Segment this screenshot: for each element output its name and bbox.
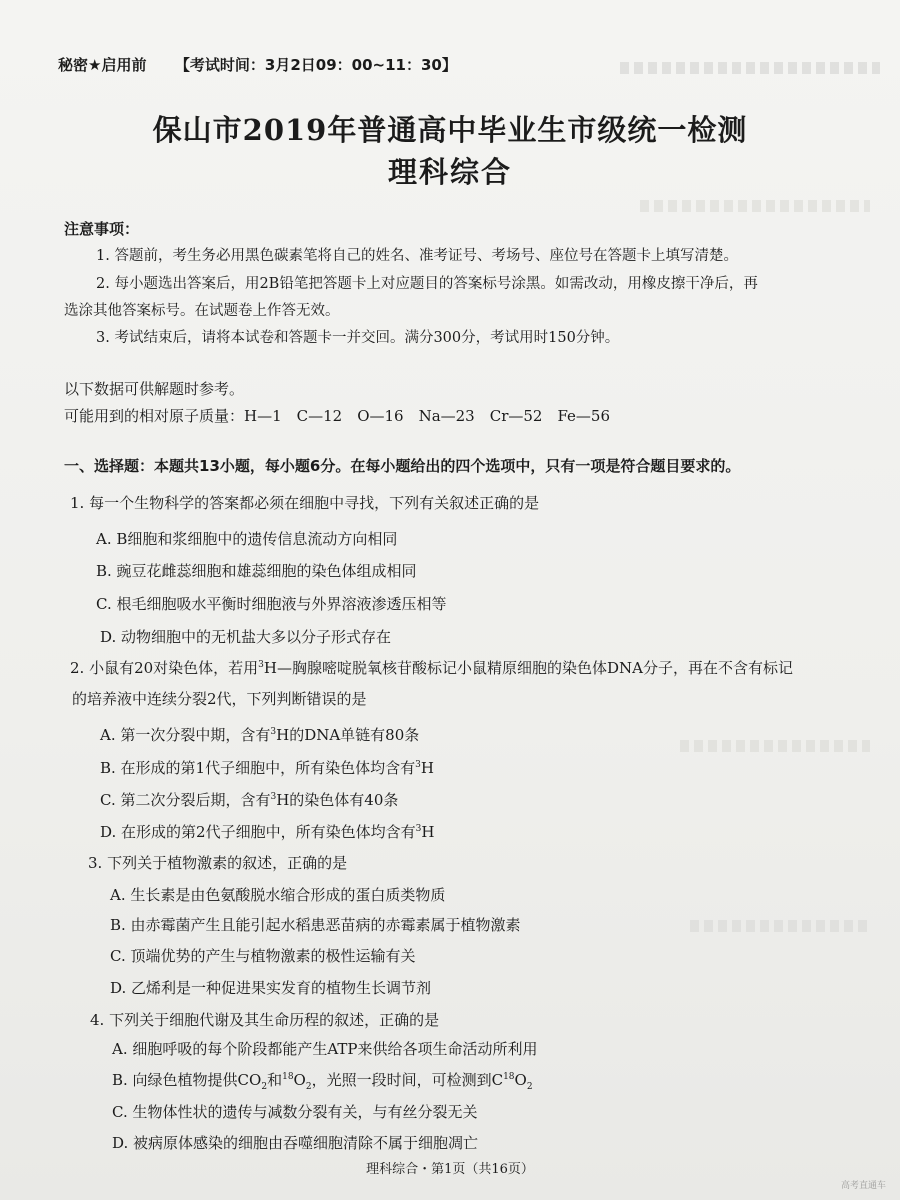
atomic-masses: 可能用到的相对原子质量：H—1 C—12 O—16 Na—23 Cr—52 Fe—56 bbox=[64, 407, 611, 425]
notice-item: 3. 考试结束后，请将本试卷和答题卡一并交回。满分300分，考试用时150分钟。 bbox=[96, 330, 620, 346]
section-title: 一、选择题：本题共13小题，每小题6分。在每小题给出的四个选项中，只有一项是符合题目要求的。 bbox=[64, 457, 741, 475]
question-1-option-d: D. 动物细胞中的无机盐大多以分子形式存在 bbox=[100, 628, 392, 646]
question-1-stem: 1. 每一个生物科学的答案都必须在细胞中寻找，下列有关叙述正确的是 bbox=[70, 494, 540, 512]
bleed-through-decoration bbox=[680, 740, 870, 752]
exam-time: 【考试时间：3月2日09：00~11：30】 bbox=[174, 56, 457, 74]
question-2-option-b: B. 在形成的第1代子细胞中，所有染色体均含有$^3$H bbox=[100, 759, 434, 777]
notice-item: 选涂其他答案标号。在试题卷上作答无效。 bbox=[64, 303, 340, 319]
question-3-option-d: D. 乙烯利是一种促进果实发育的植物生长调节剂 bbox=[110, 979, 432, 997]
question-3-stem: 3. 下列关于植物激素的叙述，正确的是 bbox=[88, 854, 348, 872]
question-4-option-a: A. 细胞呼吸的每个阶段都能产生ATP来供给各项生命活动所利用 bbox=[112, 1040, 538, 1058]
bleed-through-decoration bbox=[640, 200, 870, 212]
bleed-through-decoration bbox=[690, 920, 870, 932]
question-4-stem: 4. 下列关于细胞代谢及其生命历程的叙述，正确的是 bbox=[90, 1011, 440, 1029]
page-footer: 理科综合・第1页（共16页） bbox=[366, 1162, 534, 1177]
question-3-option-b: B. 由赤霉菌产生且能引起水稻患恶苗病的赤霉素属于植物激素 bbox=[110, 916, 521, 934]
question-4-option-d: D. 被病原体感染的细胞由吞噬细胞清除不属于细胞凋亡 bbox=[112, 1134, 479, 1152]
question-2-stem-cont: 的培养液中连续分裂2代，下列判断错误的是 bbox=[72, 690, 367, 708]
question-4-option-b: B. 向绿色植物提供$CO_2$和$^{18}O_2$，光照一段时间，可检测到$C^{18}O_2$ bbox=[112, 1071, 533, 1092]
notice-heading: 注意事项： bbox=[64, 220, 140, 238]
question-1-option-b: B. 豌豆花雌蕊细胞和雄蕊细胞的染色体组成相同 bbox=[96, 562, 417, 580]
watermark: 高考直通车 bbox=[840, 1181, 886, 1191]
question-1-option-a: A. B细胞和浆细胞中的遗传信息流动方向相同 bbox=[96, 530, 398, 548]
question-1-option-c: C. 根毛细胞吸水平衡时细胞液与外界溶液渗透压相等 bbox=[96, 595, 447, 613]
question-3-option-c: C. 顶端优势的产生与植物激素的极性运输有关 bbox=[110, 947, 416, 965]
question-4-option-c: C. 生物体性状的遗传与减数分裂有关，与有丝分裂无关 bbox=[112, 1103, 478, 1121]
question-2-option-d: D. 在形成的第2代子细胞中，所有染色体均含有$^3$H bbox=[100, 823, 435, 841]
page-subtitle: 理科综合 bbox=[387, 155, 512, 189]
question-2-option-a: A. 第一次分裂中期，含有$^3$H的DNA单链有80条 bbox=[100, 726, 420, 744]
header bbox=[58, 54, 457, 75]
reference-intro: 以下数据可供解题时参考。 bbox=[64, 380, 245, 398]
confidential-label: 秘密★启用前 bbox=[58, 56, 147, 74]
page-title: 保山市2019年普通高中毕业生市级统一检测 bbox=[152, 113, 748, 147]
notice-item: 2. 每小题选出答案后，用2B铅笔把答题卡上对应题目的答案标号涂黑。如需改动，用橡皮擦干净后，再 bbox=[96, 276, 758, 292]
bleed-through-decoration bbox=[620, 62, 880, 74]
notice-item: 1. 答题前，考生务必用黑色碳素笔将自己的姓名、准考证号、考场号、座位号在答题卡上填写清楚。 bbox=[96, 248, 738, 264]
question-2-stem: 2. 小鼠有20对染色体，若用$^3$H—胸腺嘧啶脱氧核苷酸标记小鼠精原细胞的染色体DNA分子，再在不含有标记 bbox=[70, 659, 793, 677]
question-3-option-a: A. 生长素是由色氨酸脱水缩合形成的蛋白质类物质 bbox=[110, 886, 446, 904]
question-2-option-c: C. 第二次分裂后期，含有$^3$H的染色体有40条 bbox=[100, 791, 399, 809]
